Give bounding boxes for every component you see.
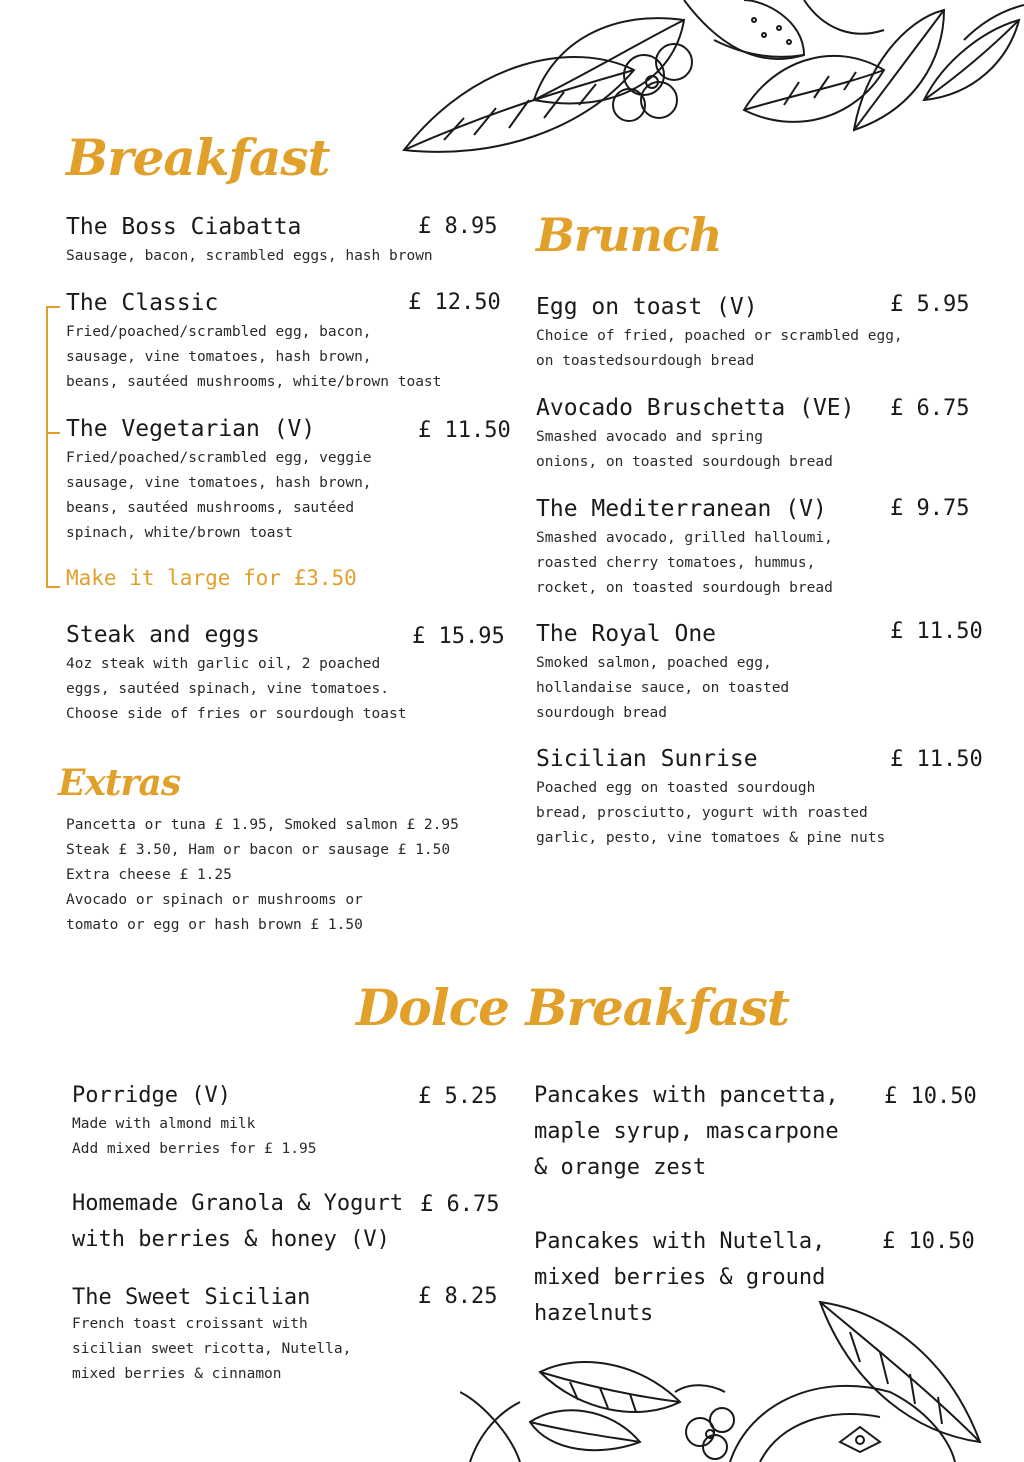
item-price: £ 12.50 xyxy=(408,290,501,315)
item-price: £ 9.75 xyxy=(890,496,970,521)
item-description: French toast croissant with sicilian sweet ricotta, Nutella, mixed berries & cinnamon xyxy=(72,1316,352,1382)
item-description: Choice of fried, poached or scrambled egg, on toastedsourdough bread xyxy=(536,328,903,369)
bracket-tick xyxy=(46,586,60,588)
item-name: Pancakes with Nutella, mixed berries & ground hazelnuts xyxy=(534,1229,826,1326)
extras-line: Pancetta or tuna £ 1.95, Smoked salmon £ 2.95 xyxy=(66,817,459,833)
bracket-tick xyxy=(46,432,60,434)
item-description: Smashed avocado, grilled halloumi, roasted cherry tomatoes, hummus, rocket, on toasted sourdough bread xyxy=(536,530,833,596)
item-price: £ 11.50 xyxy=(418,418,511,443)
bracket-tick xyxy=(46,306,60,308)
item-description: Fried/poached/scrambled egg, bacon, sausage, vine tomatoes, hash brown, beans, sautéed mushrooms, white/brown toast xyxy=(66,324,442,390)
item-name: Steak and eggs xyxy=(66,622,260,648)
item-price: £ 6.75 xyxy=(890,396,970,421)
large-option-note: Make it large for £3.50 xyxy=(66,566,357,590)
dolce-breakfast-heading: Dolce Breakfast xyxy=(356,978,789,1037)
item-price: £ 6.75 xyxy=(420,1192,500,1217)
item-description: Made with almond milk Add mixed berries for £ 1.95 xyxy=(72,1116,317,1157)
extras-line: tomato or egg or hash brown £ 1.50 xyxy=(66,917,363,933)
item-description: Poached egg on toasted sourdough bread, prosciutto, yogurt with roasted garlic, pesto, vine tomatoes & pine nuts xyxy=(536,780,886,846)
item-name: Avocado Bruschetta (VE) xyxy=(536,395,855,421)
item-name: Pancakes with pancetta, maple syrup, mascarpone & orange zest xyxy=(534,1083,839,1180)
extras-line: Extra cheese £ 1.25 xyxy=(66,867,232,883)
extras-heading: Extras xyxy=(58,762,181,804)
item-price: £ 15.95 xyxy=(412,624,505,649)
item-name: The Vegetarian (V) xyxy=(66,416,316,442)
item-price: £ 8.95 xyxy=(418,214,498,239)
extras-line: Avocado or spinach or mushrooms or xyxy=(66,892,363,908)
item-price: £ 5.25 xyxy=(418,1084,498,1109)
extras-line: Steak £ 3.50, Ham or bacon or sausage £ 1.50 xyxy=(66,842,451,858)
item-description: Sausage, bacon, scrambled eggs, hash brown xyxy=(66,248,433,264)
breakfast-heading: Breakfast xyxy=(66,128,330,187)
item-price: £ 11.50 xyxy=(890,619,983,644)
item-price: £ 10.50 xyxy=(884,1084,977,1109)
item-description: Smashed avocado and spring onions, on toasted sourdough bread xyxy=(536,429,833,470)
item-price: £ 5.95 xyxy=(890,292,970,317)
item-name: Sicilian Sunrise xyxy=(536,746,758,772)
item-description: Smoked salmon, poached egg, hollandaise sauce, on toasted sourdough bread xyxy=(536,655,790,721)
item-price: £ 10.50 xyxy=(882,1229,975,1254)
brunch-heading: Brunch xyxy=(536,208,722,262)
item-name: Homemade Granola & Yogurt with berries & honey (V) xyxy=(72,1191,404,1252)
item-name: The Royal One xyxy=(536,621,717,647)
item-description: 4oz steak with garlic oil, 2 poached eggs, sautéed spinach, vine tomatoes. Choose side of fries or sourdough toast xyxy=(66,656,407,722)
item-name: Porridge (V) xyxy=(72,1083,231,1108)
options-bracket xyxy=(46,306,48,588)
item-name: The Sweet Sicilian xyxy=(72,1285,311,1310)
item-name: The Classic xyxy=(66,290,219,316)
item-name: The Mediterranean (V) xyxy=(536,496,827,522)
item-price: £ 11.50 xyxy=(890,747,983,772)
citrus-leaves-illustration-top xyxy=(384,0,1024,165)
item-name: The Boss Ciabatta xyxy=(66,214,302,240)
item-description: Fried/poached/scrambled egg, veggie sausage, vine tomatoes, hash brown, beans, sautéed mushrooms, sautéed spinach, white/brown toast xyxy=(66,450,372,541)
item-price: £ 8.25 xyxy=(418,1284,498,1309)
item-name: Egg on toast (V) xyxy=(536,294,758,320)
extras-list xyxy=(66,813,459,938)
